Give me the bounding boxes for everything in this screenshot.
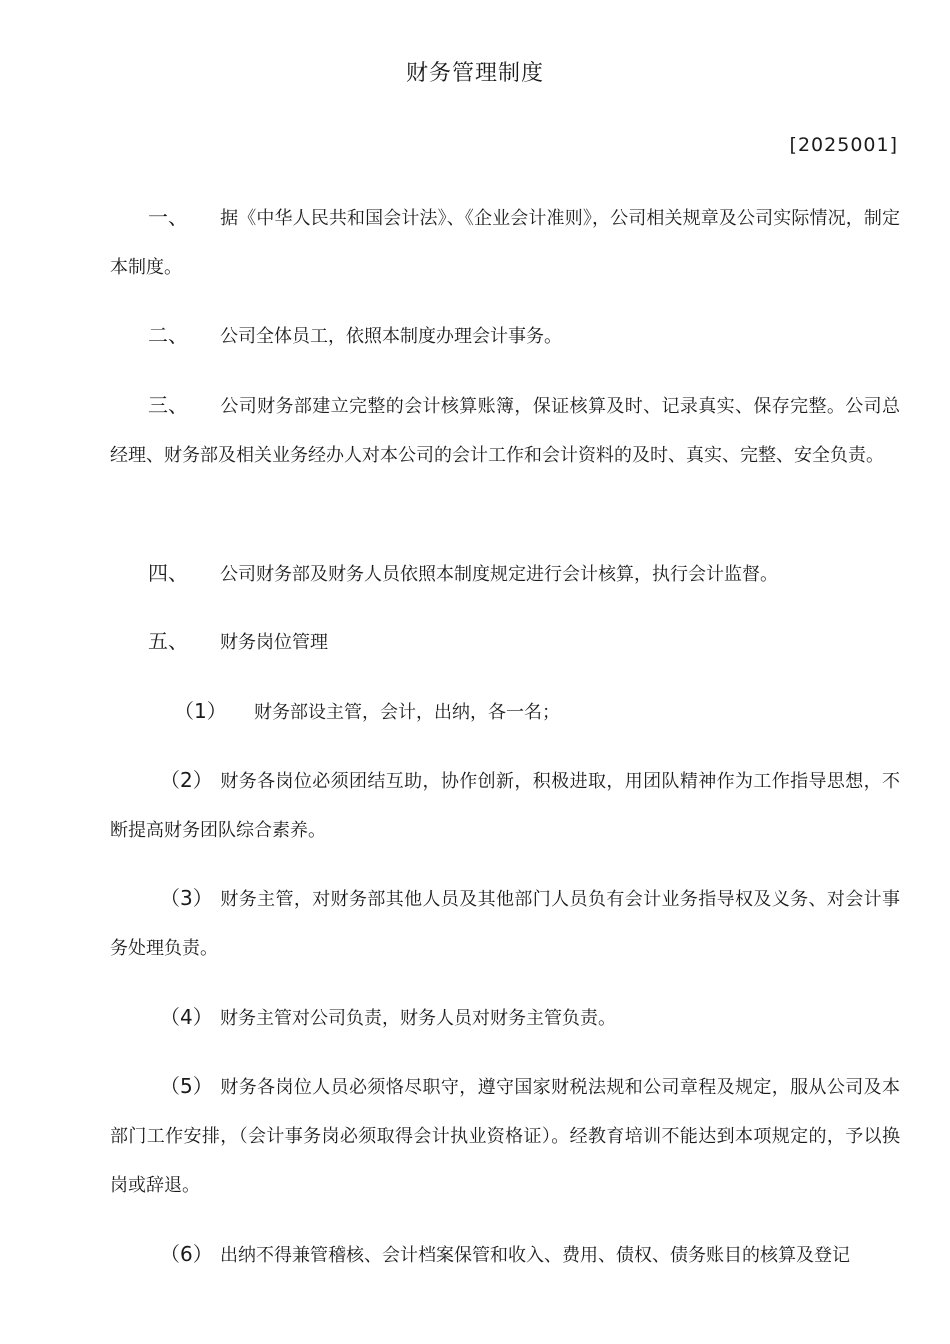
item-text: 出纳不得兼管稽核、会计档案保管和收入、费用、债权、债务账目的核算及登记 xyxy=(220,1245,850,1266)
item-text: 财务主管对公司负责，财务人员对财务主管负责。 xyxy=(220,1008,616,1029)
section-3 xyxy=(110,381,900,480)
section-number: 一、 xyxy=(148,205,188,229)
page-title: 财务管理制度 xyxy=(405,61,544,86)
section-1 xyxy=(110,193,900,292)
section-5 xyxy=(110,617,900,667)
section-text: 公司财务部建立完整的会计核算账簿，保证核算及时、记录真实、保存完整。公司总经理、财务部及相关业务经办人对本公司的会计工作和会计资料的及时、真实、完整、安全负责。 xyxy=(110,396,900,466)
section-2 xyxy=(110,311,900,361)
section-text: 公司财务部及财务人员依照本制度规定进行会计核算，执行会计监督。 xyxy=(220,564,778,585)
item-number: （5） xyxy=(160,1074,213,1098)
section-text: 公司全体员工，依照本制度办理会计事务。 xyxy=(220,326,562,347)
section-4 xyxy=(110,549,900,599)
item-number: （1） xyxy=(174,699,227,723)
section-number: 四、 xyxy=(148,561,188,585)
section-text: 财务岗位管理 xyxy=(220,632,328,653)
item-5 xyxy=(110,1062,900,1210)
section-text: 据《中华人民共和国会计法》、《企业会计准则》，公司相关规章及公司实际情况，制定本制度。 xyxy=(110,208,900,278)
item-number: （4） xyxy=(160,1005,213,1029)
item-4 xyxy=(110,993,900,1043)
item-number: （6） xyxy=(160,1242,213,1266)
section-number: 二、 xyxy=(148,323,188,347)
item-text: 财务各岗位人员必须恪尽职守，遵守国家财税法规和公司章程及规定，服从公司及本部门工作安排，（会计事务岗必须取得会计执业资格证）。经教育培训不能达到本项规定的，予以换岗或辞退。 xyxy=(110,1077,900,1196)
item-number: （3） xyxy=(160,886,213,910)
document-number: [2025001] xyxy=(789,134,898,156)
item-text: 财务主管，对财务部其他人员及其他部门人员负有会计业务指导权及义务、对会计事务处理负责。 xyxy=(110,889,900,959)
section-number: 三、 xyxy=(148,393,188,417)
section-number: 五、 xyxy=(148,629,188,653)
item-text: 财务各岗位必须团结互助，协作创新，积极进取，用团队精神作为工作指导思想，不断提高财务团队综合素养。 xyxy=(110,771,900,841)
item-1 xyxy=(110,687,900,737)
item-number: （2） xyxy=(160,768,213,792)
item-text: 财务部设主管，会计，出纳，各一名； xyxy=(254,702,560,723)
item-2 xyxy=(110,756,900,855)
item-3 xyxy=(110,874,900,973)
item-6 xyxy=(110,1230,900,1280)
